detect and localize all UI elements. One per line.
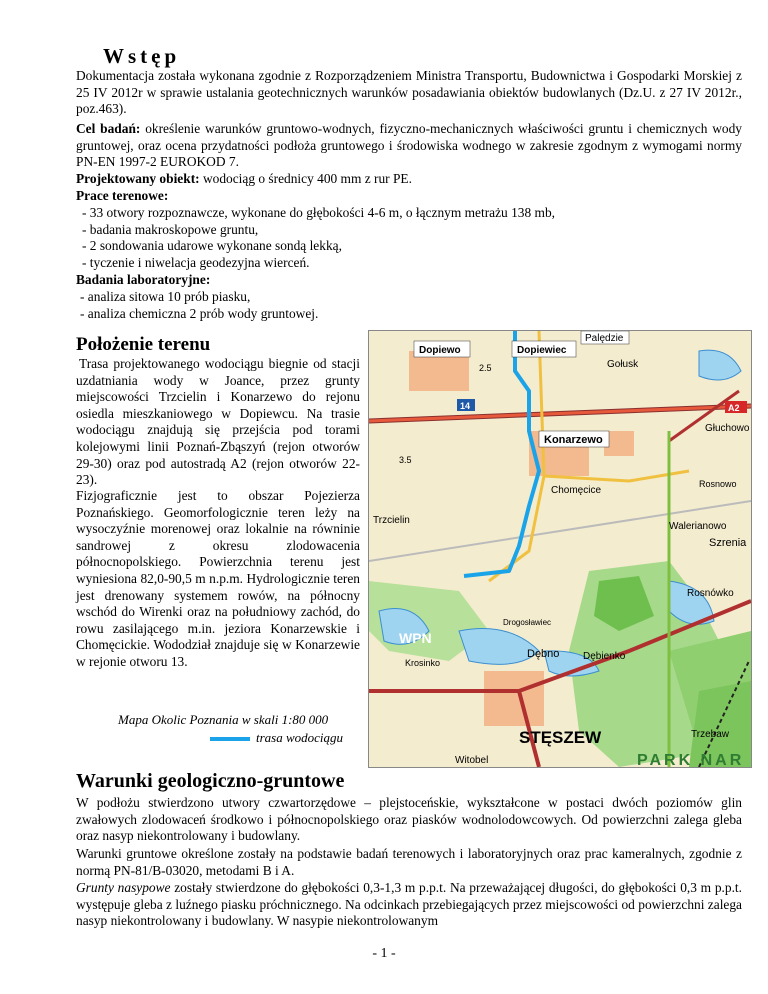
legend-route-label: trasa wodociągu [256, 730, 344, 745]
list-item: - tyczenie i niwelacja geodezyjna wierceń. [82, 254, 310, 270]
badania-lab-list [80, 289, 740, 322]
map-label: Krosinko [405, 658, 441, 668]
grunty-nasypowe: Grunty nasypowe [76, 880, 171, 895]
map-label: Walerianowo [669, 521, 727, 532]
map-label: Trzebaw [691, 729, 729, 740]
projektowany-obiekt [76, 171, 742, 188]
cel-badan [76, 121, 742, 171]
badania-lab-label: Badania laboratoryjne: [76, 272, 211, 287]
map-label: Drogosławiec [503, 618, 552, 627]
section-title-wstep: Wstęp [103, 44, 181, 68]
map-label: STĘSZEW [519, 728, 602, 747]
map-label: Dopiewiec [517, 345, 567, 356]
map-label: Rosnowo [699, 479, 737, 489]
legend-route-line [210, 737, 250, 741]
section-title-polozenie: Położenie terenu [76, 334, 211, 355]
map-label: Szrenia [709, 537, 747, 549]
cel-label: Cel badań: [76, 121, 141, 136]
intro-paragraph: Dokumentacja została wykonana zgodnie z Rozporządzeniem Ministra Transportu, Budownictwa i Gospodarki Morskiej z 25 IV 2012r w sprawie ustalania geotechnicznych warunków posadawiania obiektów budowlanych (Dz.U. z 27 IV 2012r., poz.463). [76, 68, 742, 117]
map-label: Chomęcice [551, 485, 602, 496]
obiekt-label: Projektowany obiekt: [76, 171, 200, 186]
obiekt-text: wodociąg o średnicy 400 mm z rur PE. [199, 171, 412, 186]
map-label: Palędzie [585, 333, 624, 344]
map-label: 2.5 [479, 363, 492, 373]
page-number: - 1 - [372, 946, 396, 961]
geology-paragraph-1: W podłożu stwierdzono utwory czwartorzędowe – plejstoceńskie, wykształcone w postaci dwóch poziomów glin zwałowych zlodowaceń środkowo i północnopolskiego oraz piasków wodnolodowcowych. Od powierzchni zalega gleba oraz nasyp niekontrolowany i budowlany. [76, 795, 742, 844]
route-map [368, 330, 752, 768]
map-label: Witobel [455, 755, 489, 766]
map-label: A2 [728, 403, 740, 413]
map-label: PARK NAR [637, 752, 745, 767]
map-label: Dopiewo [419, 345, 461, 356]
list-item: - analiza chemiczna 2 prób wody gruntowej. [80, 305, 319, 321]
map-label: Rosnówko [687, 588, 734, 599]
geology-paragraph-2: Warunki gruntowe określone zostały na podstawie badań terenowych i laboratoryjnych oraz prac kameralnych, zgodnie z normą PN-81/B-03020, metodami B i A. [76, 846, 742, 878]
geology-paragraph-3: Grunty nasypowe zostały stwierdzone do głębokości 0,3-1,3 m p.p.t. Na przeważającej długości, do głębokości 0,3 m p.p.t. występuje gleba z luźnego piasku próchnicznego. Na odcinkach przebiegających przez miejscowości od powierzchni zalega nasyp niekontrolowany i budowlany. W nasypie niekontrolowanym [76, 880, 742, 929]
prace-terenowe-label: Prace terenowe: [76, 188, 169, 203]
list-item: - analiza sitowa 10 prób piasku, [80, 289, 251, 304]
map-caption: Mapa Okolic Poznania w skali 1:80 000 [118, 712, 329, 727]
map-label: Dębno [527, 648, 560, 660]
list-item: - badania makroskopowe gruntu, [82, 221, 259, 237]
map-label: 3.5 [399, 455, 412, 465]
map-label: Trzcielin [373, 515, 410, 526]
map-label: Konarzewo [544, 434, 603, 446]
location-paragraph-2: Fizjograficznie jest to obszar Pojezierza Poznańskiego. Geomorfologicznie teren leży na wysoczyźnie morenowej oraz lokalnie na równinie sandrowej z okresu zlodowacenia północnopolskiego. Powierzchnia terenu jest wyniesiona 82,0-90,5 m n.p.m. Hydrologicznie teren jest drenowany systemem rowów, na północny wschód do Wirenki oraz na południowy zachód, do rowu zasilającego m.in. jeziora Konarzewskie i Chomęcickie. Wododział znajduje się w Konarzewie w rejonie otworu 13. [76, 488, 360, 669]
map-label: Gołusk [607, 359, 639, 370]
map-label: 14 [460, 401, 471, 411]
list-item: - 33 otwory rozpoznawcze, wykonane do głębokości 4-6 m, o łącznym metrażu 138 mb, [82, 205, 555, 220]
cel-text: określenie warunków gruntowo-wodnych, fizyczno-mechanicznych właściwości gruntu i chemicznych wody gruntowej, oraz ocena przydatności podłoża gruntowego i środowiska wodnego w zakresie zgodnym z wymogami normy PN-EN 1997-2 EUROKOD 7. [76, 121, 742, 170]
map-label: Dębienko [583, 651, 626, 662]
map-label: WPN [399, 630, 432, 646]
prace-terenowe-list [82, 205, 742, 271]
list-item: - 2 sondowania udarowe wykonane sondą lekką, [82, 238, 342, 254]
section-title-warunki: Warunki geologiczno-gruntowe [76, 770, 345, 792]
location-paragraph-1: Trasa projektowanego wodociągu biegnie od stacji uzdatniania wody w Joance, przez grunty miejscowości Trzcielin i Konarzewo do rejonu osiedla mieszkaniowego w Dopiewcu. Na trasie wodociągu znajdują się przejścia pod torami kolejowymi linii Poznań-Zbąszyń (rejon otworów 29-30) oraz pod autostradą A2 (rejon otworów 22-23). [76, 356, 360, 488]
map-label: Głuchowo [705, 423, 750, 434]
